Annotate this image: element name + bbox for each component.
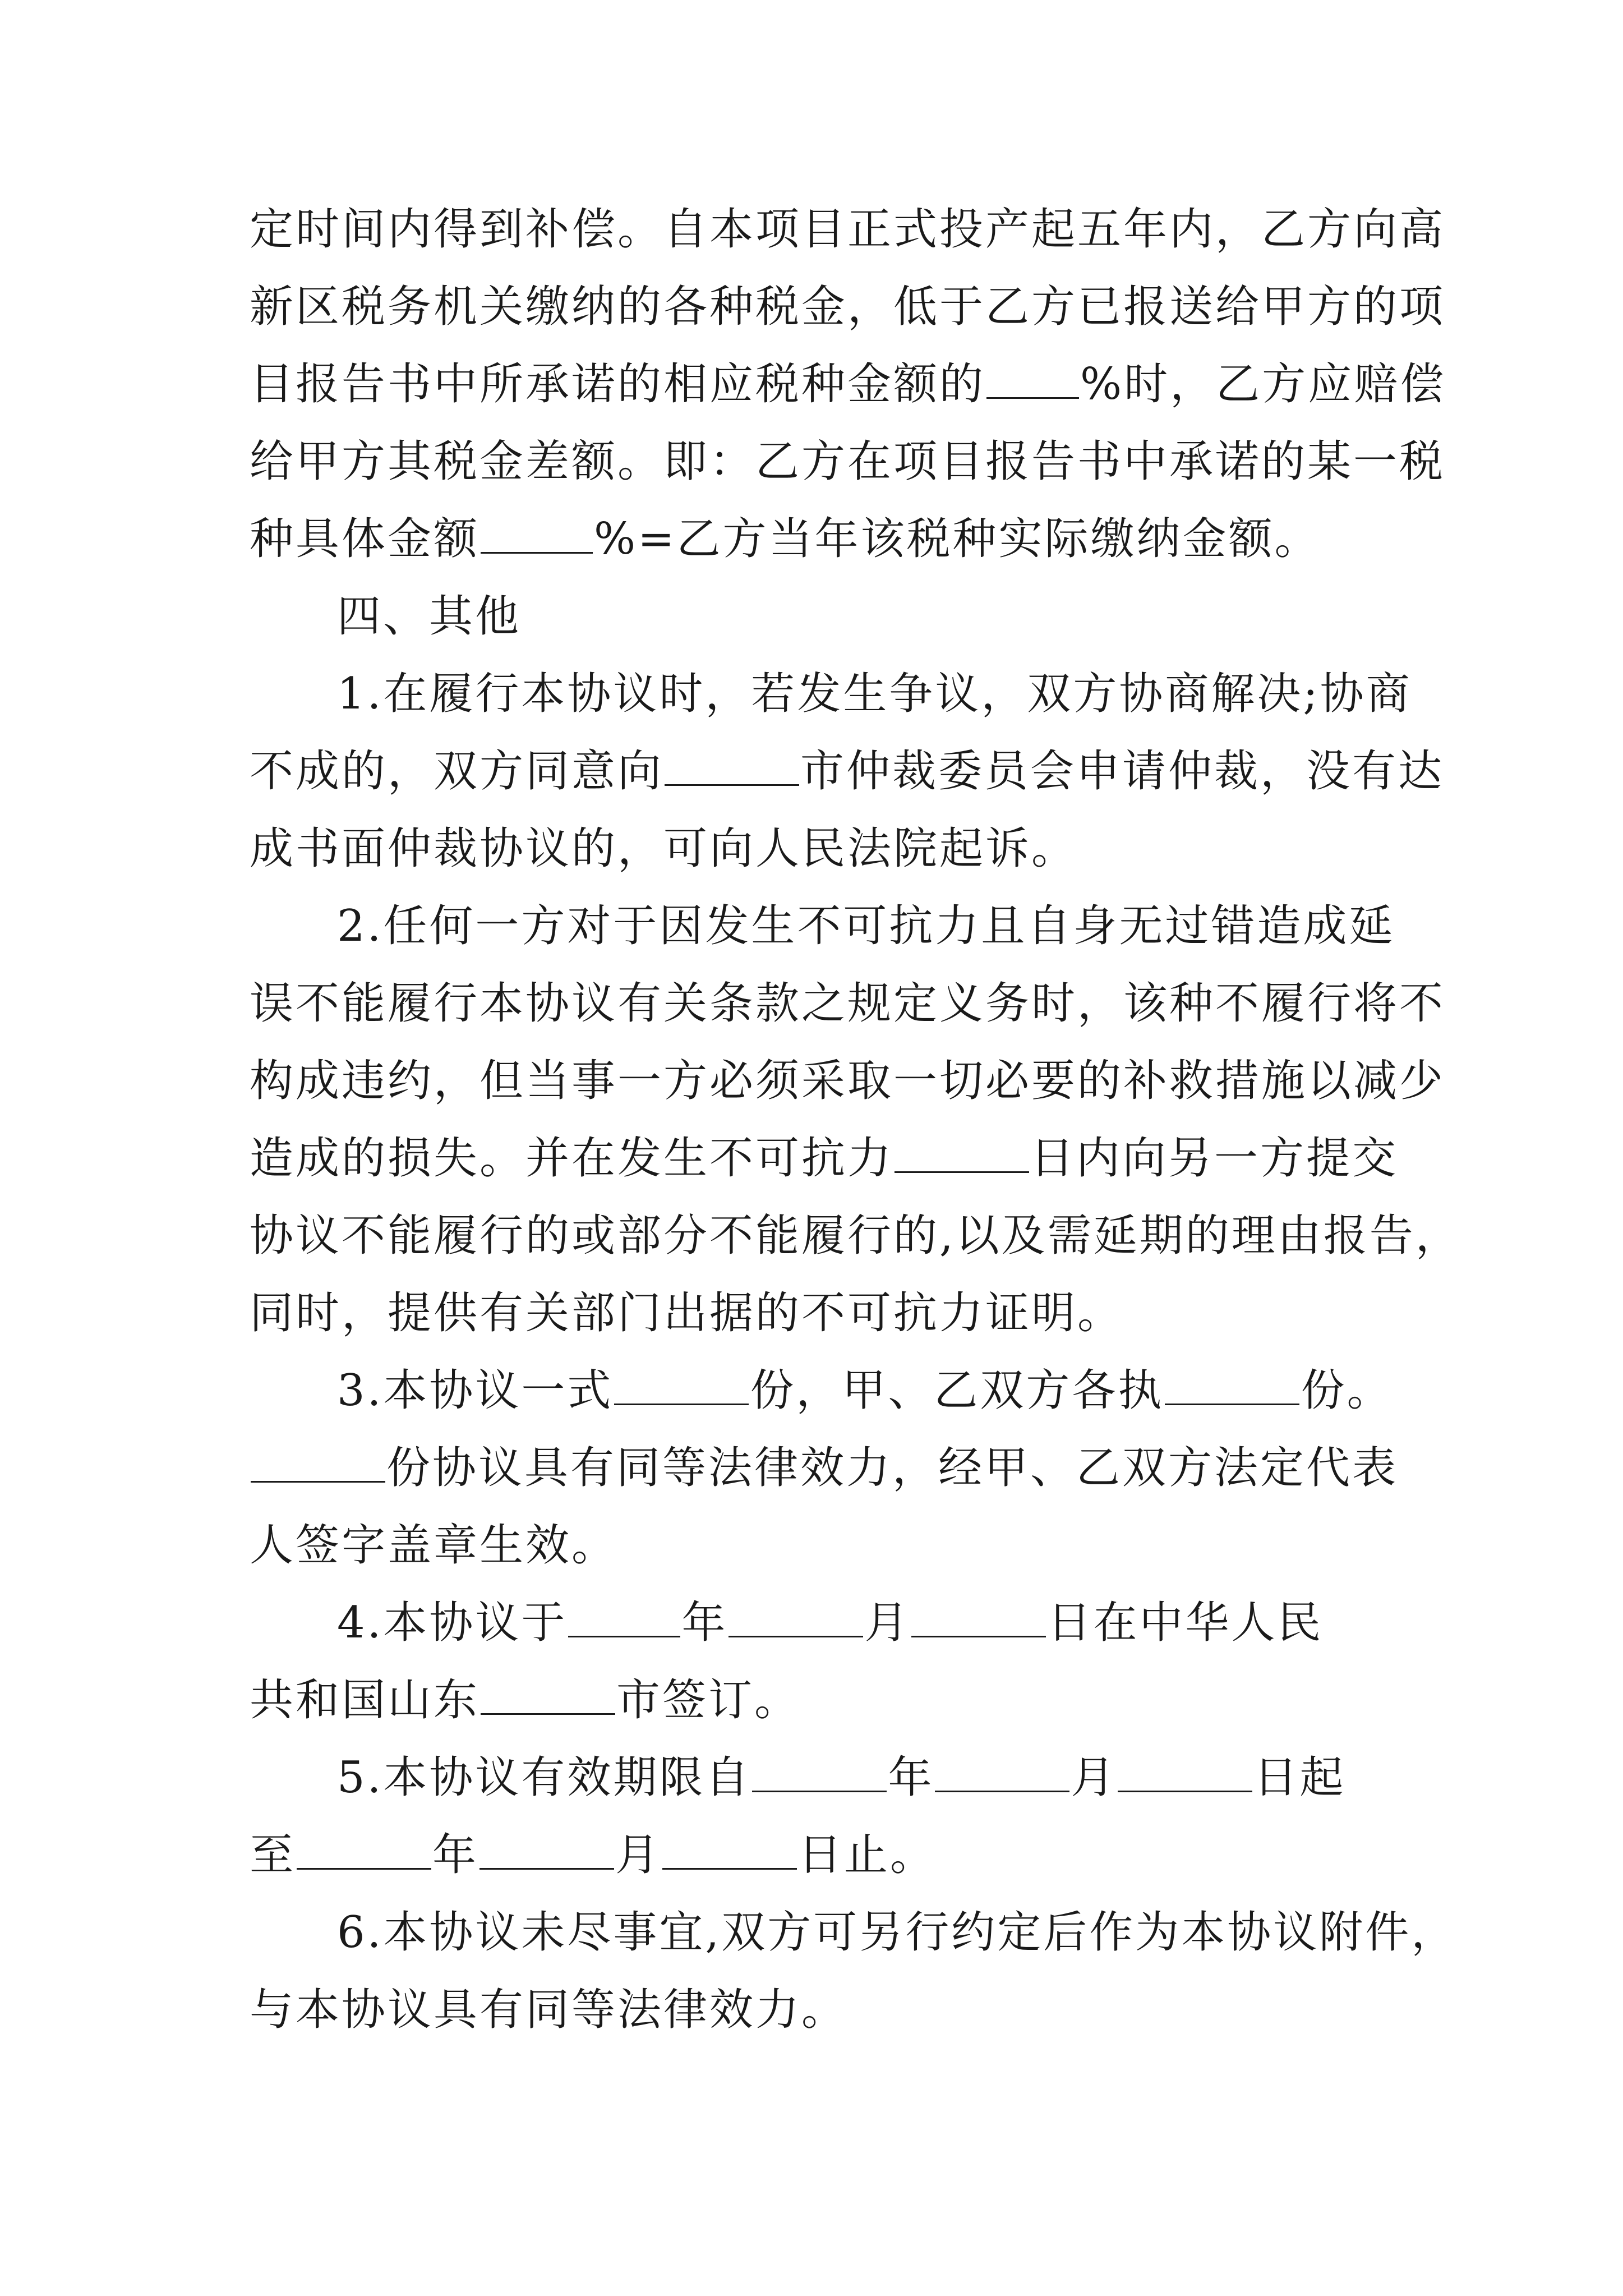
fill-blank <box>665 745 799 786</box>
fill-blank <box>297 1829 431 1870</box>
fill-blank <box>251 1442 385 1483</box>
clause-2-line: 2.任何一方对于因发生不可抗力且自身无过错造成延 <box>337 901 1395 951</box>
paragraph-line: 新区税务机关缴纳的各种税金，低于乙方已报送给甲方的项 <box>250 282 1446 332</box>
fill-blank <box>752 1751 887 1792</box>
fill-blank <box>986 358 1079 399</box>
fill-blank <box>895 1132 1029 1173</box>
clause-6-line: 6.本协议未尽事宜,双方可另行约定后作为本协议附件， <box>337 1907 1458 1958</box>
paragraph-line: 给甲方其税金差额。即：乙方在项目报告书中承诺的某一税 <box>250 436 1446 487</box>
fill-blank <box>1118 1751 1252 1792</box>
clause-4-line: 共和国山东 市签订。 <box>250 1675 801 1726</box>
paragraph-line: 目报告书中所承诺的相应税种金额的 %时，乙方应赔偿 <box>250 359 1446 409</box>
fill-blank <box>728 1596 863 1637</box>
clause-2-line: 误不能履行本协议有关条款之规定义务时，该种不履行将不 <box>250 978 1446 1029</box>
clause-2-line: 造成的损失。并在发生不可抗力 日内向另一方提交 <box>250 1133 1399 1184</box>
clause-6-line: 与本协议具有同等法律效力。 <box>250 1985 848 2035</box>
clause-2-line: 同时，提供有关部门出据的不可抗力证明。 <box>250 1288 1124 1338</box>
fill-blank <box>568 1596 680 1637</box>
clause-5-line: 5.本协议有效期限自 年 月 日起 <box>337 1752 1346 1803</box>
fill-blank <box>1165 1364 1299 1405</box>
paragraph-line: 种具体金额 %=乙方当年该税种实际缴纳金额。 <box>250 514 1321 564</box>
fill-blank <box>479 1829 614 1870</box>
document-body <box>250 191 1461 2049</box>
clause-4-line: 4.本协议于 年 月 日在中华人民 <box>337 1598 1324 1648</box>
clause-2-line: 协议不能履行的或部分不能履行的,以及需延期的理由报告， <box>250 1211 1461 1261</box>
clause-1-line: 不成的，双方同意向 市仲裁委员会申请仲裁，没有达 <box>250 746 1445 797</box>
clause-1-line: 成书面仲裁协议的，可向人民法院起诉。 <box>250 823 1078 874</box>
fill-blank <box>481 1674 615 1715</box>
fill-blank <box>662 1829 797 1870</box>
clause-5-line: 至 年 月 日止。 <box>250 1830 937 1880</box>
clause-1-line: 1.在履行本协议时，若发生争议，双方协商解决;协商 <box>337 669 1412 719</box>
clause-3-line: 份协议具有同等法律效力，经甲、乙双方法定代表 <box>250 1429 1382 1507</box>
clause-3-line: 人签字盖章生效。 <box>250 1520 618 1571</box>
fill-blank <box>935 1751 1069 1792</box>
clause-2-line: 构成违约，但当事一方必须采取一切必要的补救措施以减少 <box>250 1056 1446 1106</box>
fill-blank <box>614 1364 749 1405</box>
clause-3-line: 3.本协议一式 份，甲、乙双方各执 份。 <box>337 1365 1393 1416</box>
section-heading: 四、其他 <box>337 591 522 642</box>
fill-blank <box>911 1596 1046 1637</box>
fill-blank <box>481 513 593 554</box>
paragraph-line: 定时间内得到补偿。自本项目正式投产起五年内，乙方向高 <box>250 204 1446 255</box>
